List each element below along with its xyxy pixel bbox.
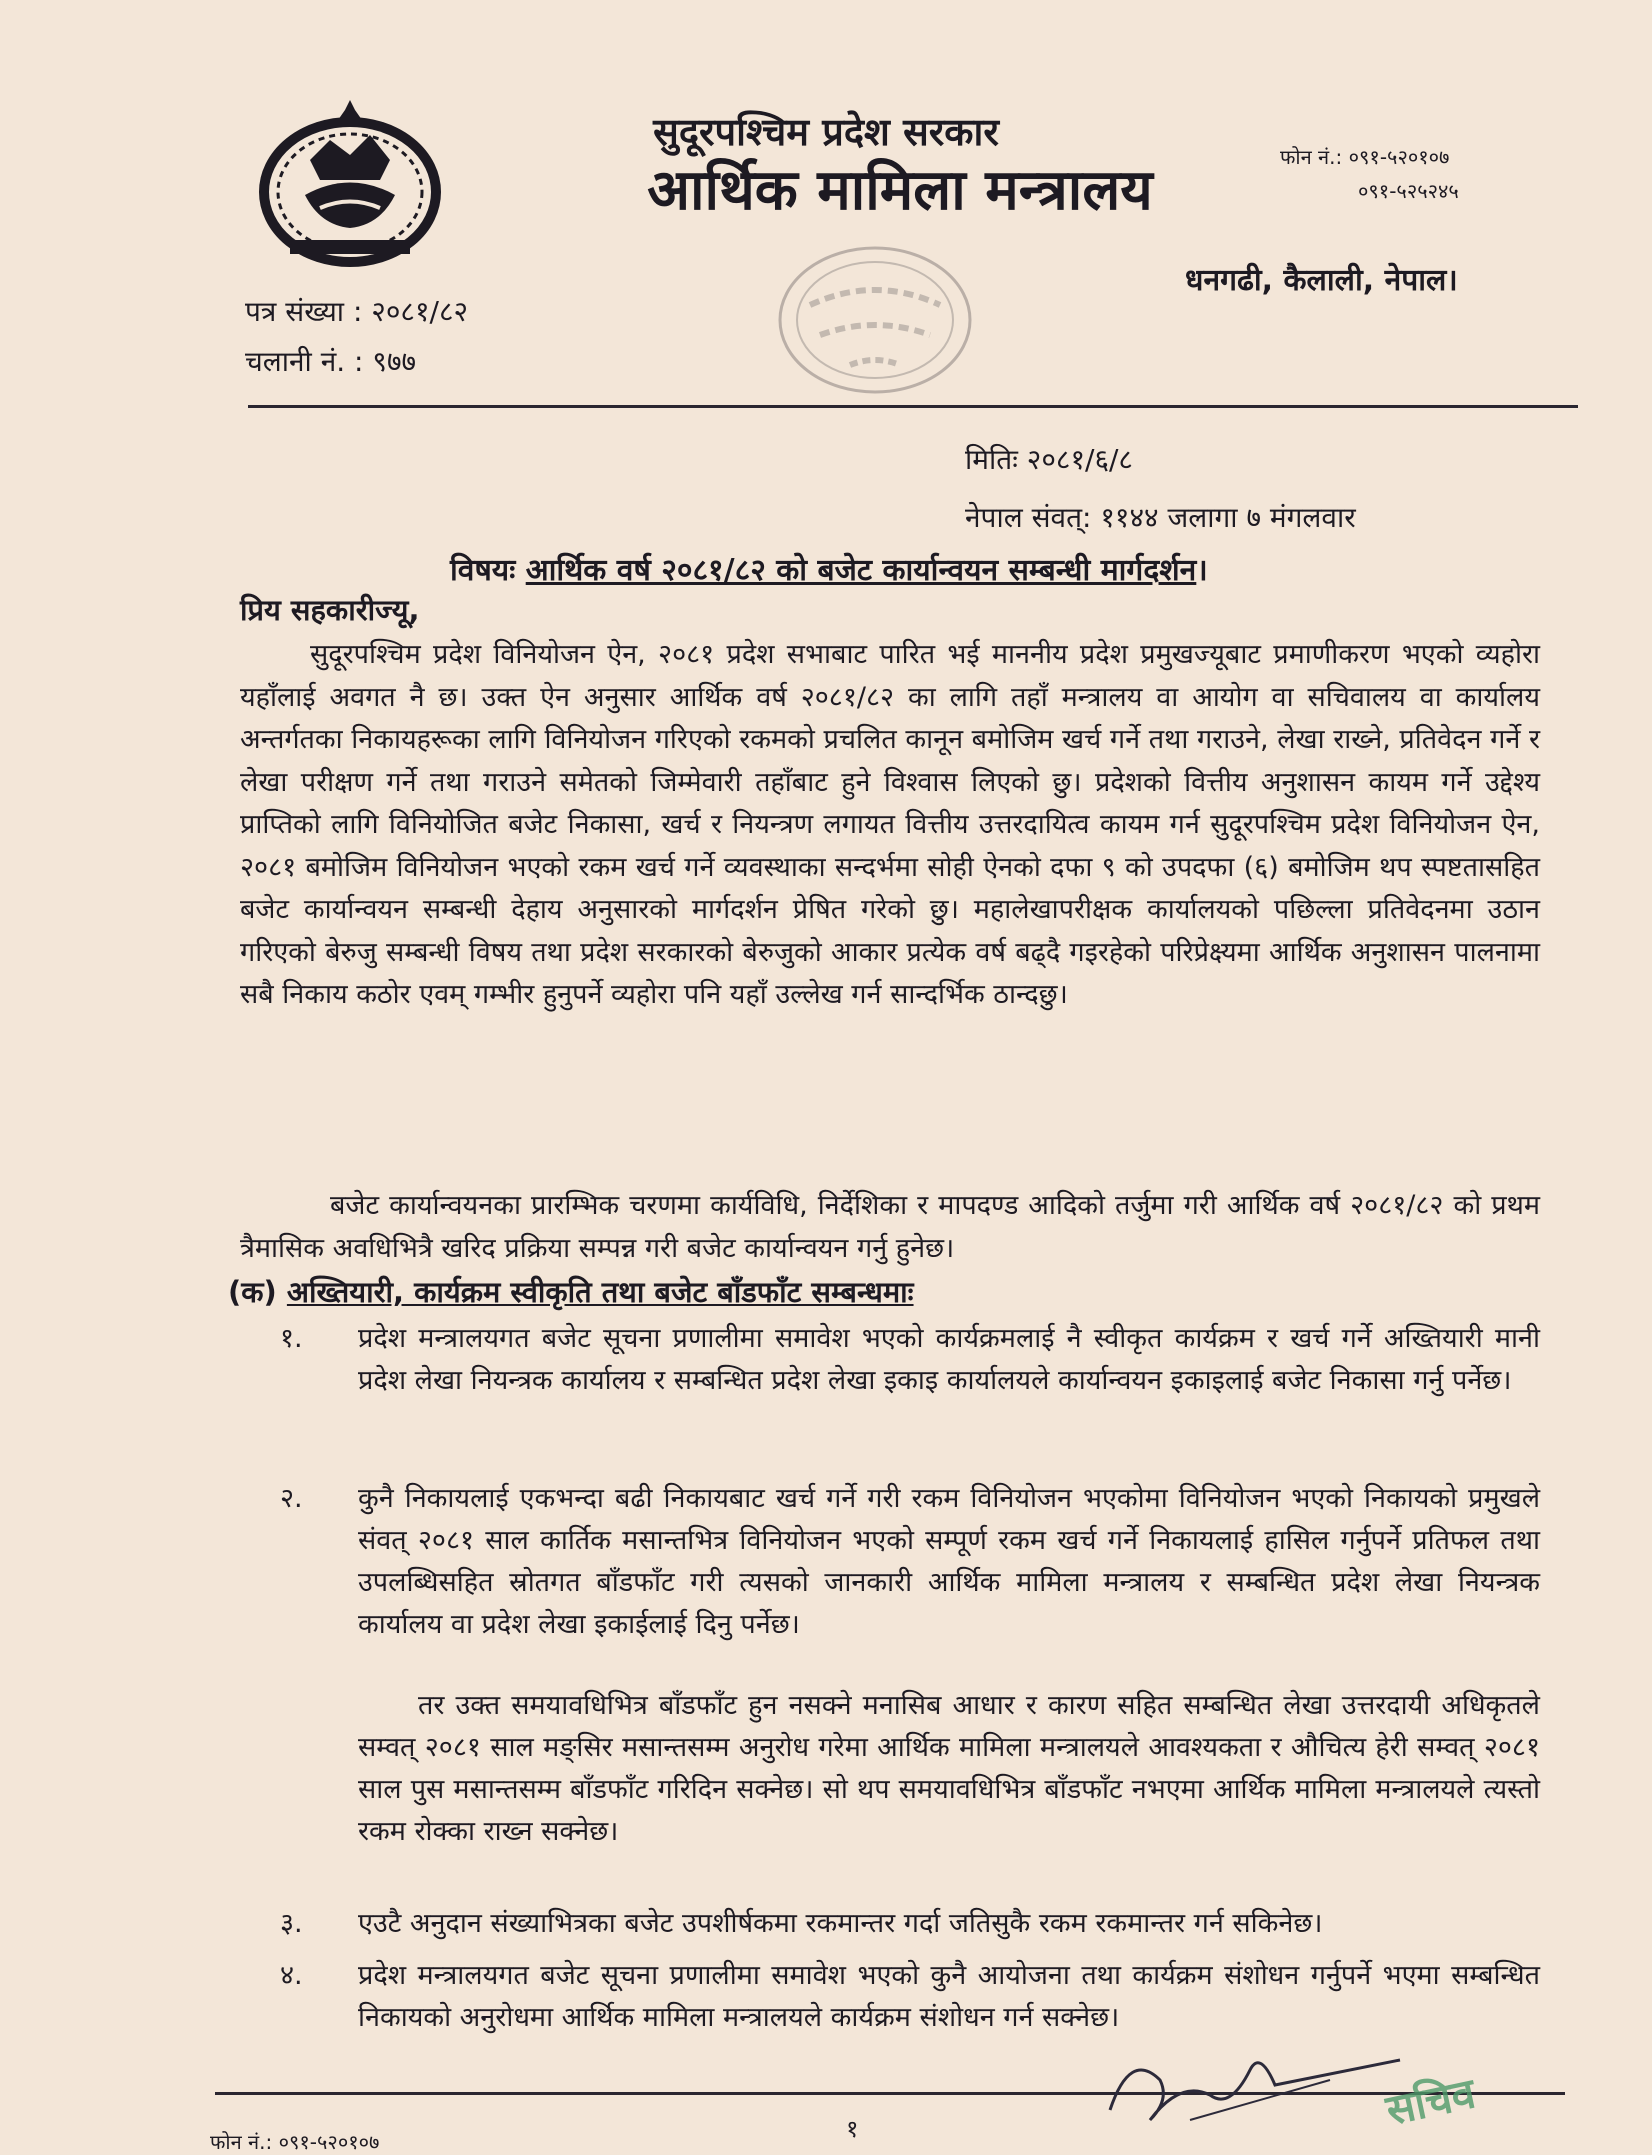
salutation: प्रिय सहकारीज्यू,: [240, 593, 420, 627]
list-item-2: [280, 1478, 1540, 1646]
office-seal-icon: [770, 235, 980, 405]
list-item-4: [280, 1955, 1540, 2039]
phone-2: ०९१-५२५२४५: [1358, 179, 1459, 203]
letter-date: मितिः २०८१/६/८: [965, 443, 1133, 476]
section-heading: [228, 1272, 914, 1311]
list-item-number: १.: [280, 1323, 303, 1354]
list-item-2-proviso: [280, 1685, 1540, 1853]
signature-icon: [1100, 2040, 1500, 2152]
list-item-3: [280, 1903, 1540, 1945]
phone-1: ०९१-५२०१०७: [1348, 145, 1450, 169]
subject-line: [450, 548, 1208, 589]
list-item-text: कुनै निकायलाई एकभन्दा बढी निकायबाट खर्च गर्ने गरी रकम विनियोजन भएकोमा विनियोजन भएको निकायको प्रमुखले संवत् २०८१ साल कार्तिक मसान्तभित्र विनियोजन भएको सम्पूर्ण रकम खर्च गर्ने निकायलाई हासिल गर्नुपर्ने प्रतिफल तथा उपलब्धिसहित स्रोतगत बाँडफाँट गरी त्यसको जानकारी आर्थिक मामिला मन्त्रालय र सम्बन्धित प्रदेश लेखा नियन्त्रक कार्यालय वा प्रदेश लेखा इकाईलाई दिनु पर्नेछ।: [358, 1483, 1540, 1640]
body-paragraph-2: बजेट कार्यान्वयनका प्रारम्भिक चरणमा कार्यविधि, निर्देशिका र मापदण्ड आदिको तर्जुमा गरी आर्थिक वर्ष २०८१/८२ को प्रथम त्रैमासिक अवधिभित्रै खरिद प्रक्रिया सम्पन्न गरी बजेट कार्यान्वयन गर्नु हुनेछ।: [240, 1190, 1540, 1264]
list-item-number: ४.: [280, 1960, 303, 1991]
page-number: १: [846, 2115, 859, 2143]
section-title: अख्तियारी, कार्यक्रम स्वीकृति तथा बजेट बाँडफाँट सम्बन्धमाः: [286, 1275, 914, 1309]
subject-text: आर्थिक वर्ष २०८१/८२ को बजेट कार्यान्वयन सम्बन्धी मार्गदर्शन: [525, 553, 1197, 588]
phone-block: [1280, 140, 1459, 208]
list-item-1: [280, 1318, 1540, 1402]
subject-label: विषयः: [450, 553, 516, 588]
section-label: (क): [228, 1275, 277, 1309]
header-divider: [248, 405, 1578, 408]
subject-end: ।: [1196, 553, 1208, 588]
list-item-text: तर उक्त समयावधिभित्र बाँडफाँट हुन नसक्ने मनासिब आधार र कारण सहित सम्बन्धित लेखा उत्तरदायी अधिकृतले सम्वत् २०८१ साल मङ्सिर मसान्तसम्म अनुरोध गरेमा आर्थिक मामिला मन्त्रालयले आवश्यकता र औचित्य हेरी सम्वत् २०८१ साल पुस मसान्तसम्म बाँडफाँट गरिदिन सक्नेछ। सो थप समयावधिभित्र बाँडफाँट नभएमा आर्थिक मामिला मन्त्रालयले त्यस्तो रकम रोक्का राख्न सक्नेछ।: [358, 1690, 1540, 1847]
province-name: सुदूरपश्चिम प्रदेश सरकार: [653, 110, 999, 154]
list-item-number: ३.: [280, 1908, 303, 1939]
body-paragraph-1: सुदूरपश्चिम प्रदेश विनियोजन ऐन, २०८१ प्रदेश सभाबाट पारित भई माननीय प्रदेश प्रमुखज्यूबाट प्रमाणीकरण भएको व्यहोरा यहाँलाई अवगत नै छ। उक्त ऐन अनुसार आर्थिक वर्ष २०८१/८२ का लागि तहाँ मन्त्रालय वा आयोग वा सचिवालय वा कार्यालय अन्तर्गतका निकायहरूका लागि विनियोजन गरिएको रकमको प्रचलित कानून बमोजिम खर्च गर्ने तथा गराउने, लेखा राख्ने, प्रतिवेदन गर्ने र लेखा परीक्षण गर्ने तथा गराउने समेतको जिम्मेवारी तहाँबाट हुने विश्वास लिएको छु। प्रदेशको वित्तीय अनुशासन कायम गर्ने उद्देश्य प्राप्तिको लागि विनियोजित बजेट निकासा, खर्च र नियन्त्रण लगायत वित्तीय उत्तरदायित्व कायम गर्न सुदूरपश्चिम प्रदेश विनियोजन ऐन, २०८१ बमोजिम विनियोजन भएको रकम खर्च गर्ने व्यवस्थाका सन्दर्भमा सोही ऐनको दफा ९ को उपदफा (६) बमोजिम थप स्पष्टतासहित बजेट कार्यान्वयन सम्बन्धी देहाय अनुसारको मार्गदर्शन प्रेषित गरेको छु। महालेखापरीक्षक कार्यालयको पछिल्ला प्रतिवेदनमा उठान गरिएको बेरुजु सम्बन्धी विषय तथा प्रदेश सरकारको बेरुजुको आकार प्रत्येक वर्ष बढ्दै गइरहेको परिप्रेक्ष्यमा आर्थिक अनुशासन पालनामा सबै निकाय कठोर एवम् गम्भीर हुनुपर्ने व्यहोरा पनि यहाँ उल्लेख गर्न सान्दर्भिक ठान्दछु।: [240, 639, 1540, 1010]
office-location: धनगढी, कैलाली, नेपाल।: [1185, 263, 1458, 298]
list-item-text: प्रदेश मन्त्रालयगत बजेट सूचना प्रणालीमा समावेश भएको कार्यक्रमलाई नै स्वीकृत कार्यक्रम र खर्च गर्ने अख्तियारी मानी प्रदेश लेखा नियन्त्रक कार्यालय र सम्बन्धित प्रदेश लेखा इकाइ कार्यालयले कार्यान्वयन इकाइलाई बजेट निकासा गर्नु पर्नेछ।: [358, 1323, 1540, 1396]
list-item-text: एउटै अनुदान संख्याभित्रका बजेट उपशीर्षकमा रकमान्तर गर्दा जतिसुकै रकम रकमान्तर गर्न सकिनेछ।: [358, 1908, 1323, 1939]
phone-label: फोन नं.:: [1280, 145, 1343, 169]
dispatch-number: चलानी नं. : ९७७: [245, 345, 417, 378]
list-item-number: २.: [280, 1483, 303, 1514]
nepal-sambat-date: नेपाल संवत्: ११४४ जलागा ७ मंगलवार: [965, 501, 1356, 534]
footer-phone: फोन नं.: ०९१-५२०१०७: [210, 2130, 380, 2154]
letter-number: पत्र संख्या : २०८१/८२: [245, 295, 469, 328]
ministry-name: आर्थिक मामिला मन्त्रालय: [647, 158, 1153, 223]
list-item-text: प्रदेश मन्त्रालयगत बजेट सूचना प्रणालीमा समावेश भएको कुनै आयोजना तथा कार्यक्रम संशोधन गर्नुपर्ने भएमा सम्बन्धित निकायको अनुरोधमा आर्थिक मामिला मन्त्रालयले कार्यक्रम संशोधन गर्न सक्नेछ।: [358, 1960, 1540, 2033]
seal-text: सचिव: [1381, 2068, 1480, 2135]
